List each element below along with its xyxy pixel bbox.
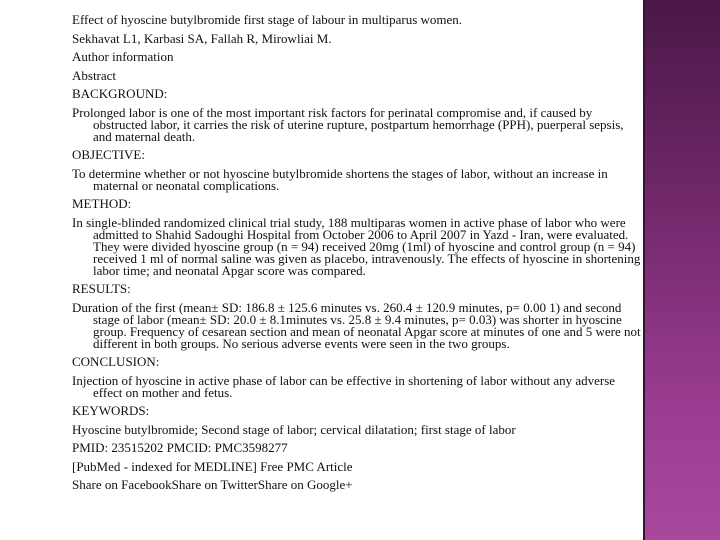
- section-heading: RESULTS:: [72, 281, 131, 296]
- paragraph-line: effect on mother and fetus.: [93, 384, 233, 400]
- authors: Sekhavat L1, Karbasi SA, Fallah R, Mirowliai M.: [72, 30, 332, 46]
- paragraph-line: different in both groups. No serious adverse events were seen in the two groups.: [93, 335, 510, 351]
- section-paragraph: [72, 421, 712, 437]
- abstract-document: [72, 14, 712, 498]
- paragraph-line: In single-blinded randomized clinical trial study, 188 multiparas women in active phase of labor who were: [72, 214, 626, 230]
- paragraph-line: admitted to Shahid Sadoughi Hospital from October 2006 to April 2007 in Yazd - Iran, were evaluated.: [93, 226, 629, 242]
- section-heading: OBJECTIVE:: [72, 147, 145, 162]
- section-paragraph: [72, 299, 712, 351]
- paragraph-line: and maternal death.: [93, 128, 196, 144]
- paragraph-line: group. Frequency of cesarean section and mean of neonatal Apgar score at minutes of one and 5 were not: [93, 323, 641, 339]
- section-heading: BACKGROUND:: [72, 86, 168, 101]
- article-ids: PMID: 23515202 PMCID: PMC3598277: [72, 440, 288, 455]
- section-heading: CONCLUSION:: [72, 354, 160, 369]
- pubmed-status[interactable]: [PubMed - indexed for MEDLINE] Free PMC Article: [72, 458, 353, 474]
- paragraph-line: received 1 ml of normal saline was given as placebo, intravenously. The effects of hyoscine in shortening: [93, 250, 641, 266]
- paragraph-line: Prolonged labor is one of the most important risk factors for perinatal compromise and, if caused by: [72, 104, 593, 120]
- section-heading: KEYWORDS:: [72, 403, 150, 418]
- section-paragraph: [72, 165, 712, 193]
- section-heading: METHOD:: [72, 196, 132, 211]
- paragraph-line: labor time; and neonatal Apgar score was compared.: [93, 262, 366, 278]
- author-information-link[interactable]: Author information: [72, 49, 174, 64]
- section-paragraph: [72, 104, 712, 144]
- paragraph-line: They were divided hyoscine group (n = 94) received 20mg (1ml) of hyoscine and control group (n = 94): [93, 238, 636, 254]
- section-paragraph: [72, 372, 712, 400]
- paragraph-line: Duration of the first (mean± SD: 186.8 ± 125.6 minutes vs. 260.4 ± 120.9 minutes, p= 0.00 1) and second: [72, 299, 622, 315]
- share-links[interactable]: Share on FacebookShare on TwitterShare on Google+: [72, 477, 353, 492]
- paragraph-line: To determine whether or not hyoscine butylbromide shortens the stages of labor, without an increase in: [72, 165, 608, 181]
- paragraph-line: Injection of hyoscine in active phase of labor can be effective in shortening of labor without any adverse: [72, 372, 616, 388]
- section-paragraph: [72, 214, 712, 278]
- abstract-label: Abstract: [72, 67, 117, 83]
- paragraph-line: stage of labor (mean± SD: 20.0 ± 8.1minutes vs. 25.8 ± 9.4 minutes, p= 0.03) was shorter in hyoscine: [93, 311, 622, 327]
- article-title: Effect of hyoscine butylbromide first stage of labour in multiparus women.: [72, 12, 463, 27]
- paragraph-line: obstructed labor, it carries the risk of uterine rupture, postpartum hemorrhage (PPH), puerperal sepsis,: [93, 116, 624, 132]
- paragraph-line: Hyoscine butylbromide; Second stage of labor; cervical dilatation; first stage of labor: [72, 421, 516, 437]
- paragraph-line: maternal or neonatal complications.: [93, 177, 280, 193]
- abstract-sections: [72, 88, 712, 436]
